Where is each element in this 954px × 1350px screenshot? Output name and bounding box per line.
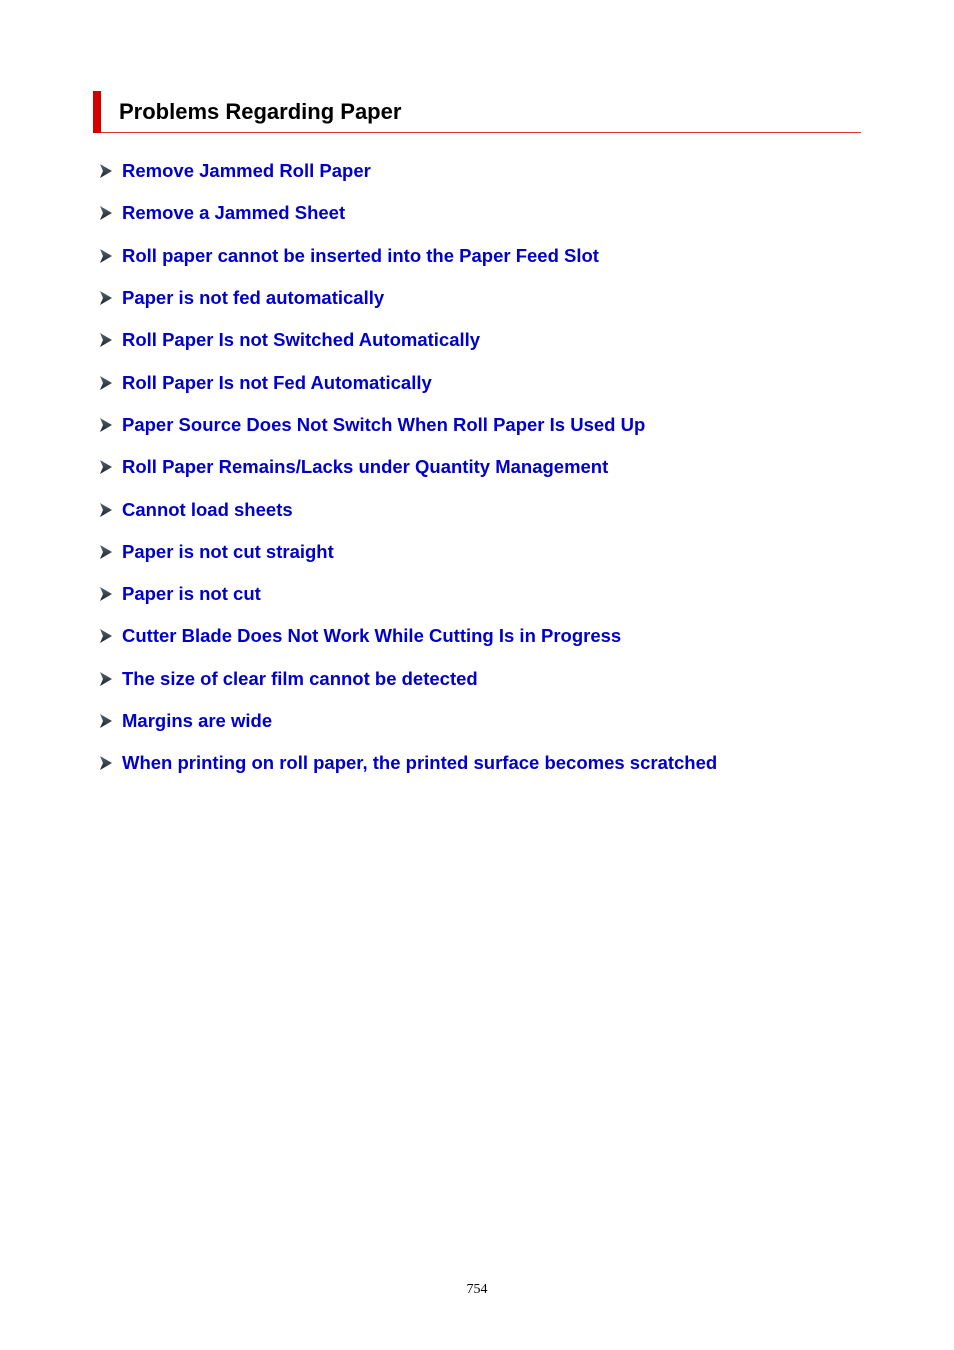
arrow-right-icon [98,671,114,687]
list-item [98,531,717,573]
arrow-right-icon [98,332,114,348]
topic-link[interactable]: Roll Paper Remains/Lacks under Quantity Management [122,456,609,478]
topic-link[interactable]: Paper Source Does Not Switch When Roll Paper Is Used Up [122,413,646,435]
arrow-right-icon [98,502,114,518]
topic-link[interactable]: Cutter Blade Does Not Work While Cutting Is in Progress [122,625,622,647]
arrow-right-icon [98,417,114,433]
list-item [98,150,717,192]
list-item [98,319,717,361]
list-item [98,192,717,234]
arrow-right-icon [98,205,114,221]
arrow-right-icon [98,459,114,475]
arrow-right-icon [98,290,114,306]
heading-accent-bar [93,91,101,133]
topic-link[interactable]: When printing on roll paper, the printed surface becomes scratched [122,752,718,774]
topic-link[interactable]: Paper is not cut [122,583,261,605]
topic-link[interactable]: Remove Jammed Roll Paper [122,160,371,182]
arrow-right-icon [98,375,114,391]
topic-link[interactable]: Remove a Jammed Sheet [122,202,346,224]
arrow-right-icon [98,628,114,644]
topic-link[interactable]: Roll Paper Is not Switched Automatically [122,329,481,351]
list-item [98,488,717,530]
topic-link[interactable]: Roll paper cannot be inserted into the Paper Feed Slot [122,244,599,266]
arrow-right-icon [98,755,114,771]
topic-link[interactable]: Margins are wide [122,710,273,731]
list-item [98,615,717,657]
page-number: 754 [466,1282,488,1297]
list-item [98,700,717,742]
topic-link[interactable]: Roll Paper Is not Fed Automatically [122,371,432,393]
arrow-right-icon [98,586,114,602]
list-item [98,404,717,446]
arrow-right-icon [98,163,114,179]
list-item [98,658,717,700]
topic-link[interactable]: The size of clear film cannot be detected [122,667,478,689]
list-item [98,446,717,488]
list-item [98,573,717,615]
topic-link-list [98,150,717,784]
topic-link[interactable]: Paper is not cut straight [122,540,334,562]
list-item [98,361,717,403]
arrow-right-icon [98,544,114,560]
topic-link[interactable]: Cannot load sheets [122,498,293,520]
list-item [98,742,717,784]
list-item [98,235,717,277]
page-title: Problems Regarding Paper [119,99,402,124]
topic-link[interactable]: Paper is not fed automatically [122,287,385,309]
arrow-right-icon [98,248,114,264]
list-item [98,277,717,319]
arrow-right-icon [98,713,114,729]
section-heading [93,91,861,133]
